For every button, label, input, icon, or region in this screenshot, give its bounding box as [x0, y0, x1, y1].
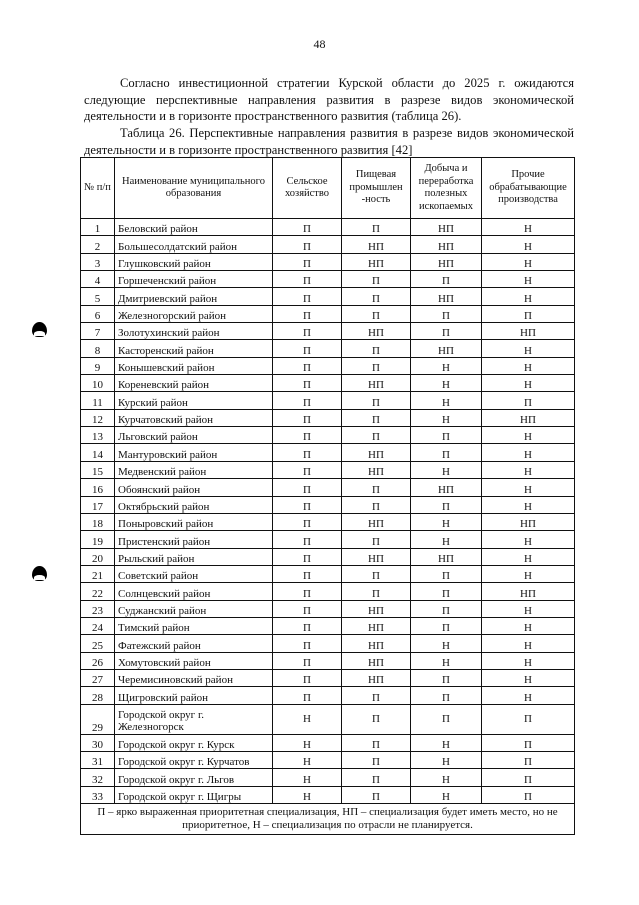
cell-mining: НП [411, 236, 482, 253]
cell-mining: П [411, 669, 482, 686]
cell-municipality-name: Кореневский район [115, 375, 273, 392]
cell-other-manufacturing: П [482, 704, 575, 734]
cell-mining: Н [411, 769, 482, 786]
cell-other-manufacturing: П [482, 305, 575, 322]
header-agriculture: Сельское хозяйство [273, 158, 342, 219]
page-number: 48 [313, 37, 326, 51]
cell-other-manufacturing: Н [482, 496, 575, 513]
cell-num: 25 [81, 635, 115, 652]
table-row [81, 531, 575, 548]
cell-municipality-name: Медвенский район [115, 461, 273, 478]
cell-food-industry: П [342, 531, 411, 548]
cell-municipality-name: Золотухинский район [115, 323, 273, 340]
table-caption: Таблица 26. Перспективные направления развития в разрезе видов экономической деятельности и в горизонте пространственного развития [42] [84, 126, 574, 157]
cell-municipality-name: Рыльский район [115, 548, 273, 565]
cell-municipality-name: Дмитриевский район [115, 288, 273, 305]
cell-num: 21 [81, 565, 115, 582]
table-row [81, 769, 575, 786]
cell-food-industry: П [342, 479, 411, 496]
cell-agriculture: П [273, 496, 342, 513]
cell-municipality-name: Беловский район [115, 219, 273, 236]
header-num: № п/п [81, 158, 115, 219]
table-row [81, 392, 575, 409]
cell-other-manufacturing: Н [482, 669, 575, 686]
cell-agriculture: П [273, 479, 342, 496]
cell-agriculture: П [273, 392, 342, 409]
intro-paragraph: Согласно инвестиционной стратегии Курской области до 2025 г. ожидаются следующие перспективные направления развития в разрезе видов экономической деятельности и в горизонте пространственного развития (таблица 26). [84, 76, 574, 123]
cell-agriculture: П [273, 288, 342, 305]
cell-food-industry: П [342, 565, 411, 582]
cell-mining: Н [411, 734, 482, 751]
table-row [81, 786, 575, 803]
cell-num: 10 [81, 375, 115, 392]
cell-mining: П [411, 704, 482, 734]
cell-other-manufacturing: Н [482, 288, 575, 305]
table-legend: П – ярко выраженная приоритетная специализация, НП – специализация будет иметь место, но не приоритетное, Н – специализация по отрасли не планируется. [81, 804, 575, 835]
cell-num: 23 [81, 600, 115, 617]
cell-mining: НП [411, 548, 482, 565]
cell-num: 13 [81, 427, 115, 444]
cell-num: 31 [81, 751, 115, 768]
header-food-industry: Пищевая промышлен -ность [342, 158, 411, 219]
cell-agriculture: П [273, 652, 342, 669]
cell-municipality-name: Городской округ г. Щигры [115, 786, 273, 803]
table-row [81, 288, 575, 305]
cell-mining: Н [411, 751, 482, 768]
cell-food-industry: НП [342, 635, 411, 652]
cell-agriculture: П [273, 635, 342, 652]
cell-mining: П [411, 565, 482, 582]
cell-num: 33 [81, 786, 115, 803]
cell-num: 29 [81, 704, 115, 734]
cell-food-industry: НП [342, 236, 411, 253]
cell-other-manufacturing: Н [482, 687, 575, 704]
cell-other-manufacturing: Н [482, 375, 575, 392]
cell-food-industry: НП [342, 548, 411, 565]
cell-other-manufacturing: Н [482, 271, 575, 288]
table-row [81, 253, 575, 270]
cell-other-manufacturing: Н [482, 444, 575, 461]
cell-num: 16 [81, 479, 115, 496]
cell-municipality-name: Курский район [115, 392, 273, 409]
table-row [81, 548, 575, 565]
cell-food-industry: П [342, 786, 411, 803]
cell-mining: Н [411, 531, 482, 548]
cell-agriculture: П [273, 340, 342, 357]
cell-other-manufacturing: Н [482, 219, 575, 236]
cell-num: 1 [81, 219, 115, 236]
cell-num: 26 [81, 652, 115, 669]
cell-num: 7 [81, 323, 115, 340]
cell-num: 32 [81, 769, 115, 786]
cell-agriculture: П [273, 219, 342, 236]
table-row [81, 444, 575, 461]
table-row [81, 583, 575, 600]
punch-hole-mark [32, 322, 47, 337]
cell-food-industry: П [342, 769, 411, 786]
cell-mining: Н [411, 786, 482, 803]
cell-other-manufacturing: Н [482, 548, 575, 565]
cell-other-manufacturing: Н [482, 652, 575, 669]
cell-food-industry: П [342, 219, 411, 236]
cell-mining: Н [411, 461, 482, 478]
cell-food-industry: НП [342, 617, 411, 634]
table-row [81, 751, 575, 768]
cell-other-manufacturing: НП [482, 583, 575, 600]
cell-agriculture: П [273, 375, 342, 392]
cell-municipality-name: Курчатовский район [115, 409, 273, 426]
cell-agriculture: П [273, 444, 342, 461]
table-row [81, 565, 575, 582]
table-row [81, 427, 575, 444]
cell-other-manufacturing: П [482, 734, 575, 751]
cell-agriculture: П [273, 687, 342, 704]
cell-municipality-name: Городской округ г. Железногорск [115, 704, 273, 734]
cell-mining: НП [411, 288, 482, 305]
cell-food-industry: П [342, 427, 411, 444]
cell-mining: Н [411, 392, 482, 409]
cell-agriculture: П [273, 617, 342, 634]
cell-food-industry: П [342, 409, 411, 426]
cell-num: 22 [81, 583, 115, 600]
cell-other-manufacturing: Н [482, 236, 575, 253]
cell-agriculture: П [273, 409, 342, 426]
cell-agriculture: П [273, 323, 342, 340]
cell-municipality-name: Советский район [115, 565, 273, 582]
cell-agriculture: П [273, 236, 342, 253]
cell-other-manufacturing: Н [482, 617, 575, 634]
cell-num: 11 [81, 392, 115, 409]
cell-other-manufacturing: Н [482, 427, 575, 444]
table-row [81, 496, 575, 513]
cell-other-manufacturing: Н [482, 635, 575, 652]
cell-food-industry: П [342, 357, 411, 374]
cell-other-manufacturing: П [482, 392, 575, 409]
cell-food-industry: НП [342, 652, 411, 669]
cell-agriculture: П [273, 531, 342, 548]
cell-num: 12 [81, 409, 115, 426]
table-row [81, 236, 575, 253]
cell-municipality-name: Мантуровский район [115, 444, 273, 461]
cell-mining: НП [411, 479, 482, 496]
cell-mining: Н [411, 375, 482, 392]
cell-mining: Н [411, 409, 482, 426]
cell-food-industry: НП [342, 444, 411, 461]
cell-num: 24 [81, 617, 115, 634]
table-row [81, 409, 575, 426]
cell-agriculture: П [273, 513, 342, 530]
cell-food-industry: П [342, 751, 411, 768]
cell-municipality-name: Конышевский район [115, 357, 273, 374]
cell-food-industry: П [342, 271, 411, 288]
cell-other-manufacturing: Н [482, 600, 575, 617]
cell-food-industry: П [342, 687, 411, 704]
cell-food-industry: НП [342, 600, 411, 617]
table-row [81, 734, 575, 751]
cell-other-manufacturing: Н [482, 357, 575, 374]
cell-municipality-name: Тимский район [115, 617, 273, 634]
cell-municipality-name: Льговский район [115, 427, 273, 444]
cell-other-manufacturing: П [482, 769, 575, 786]
cell-num: 9 [81, 357, 115, 374]
cell-num: 18 [81, 513, 115, 530]
table-row [81, 305, 575, 322]
cell-municipality-name: Касторенский район [115, 340, 273, 357]
cell-mining: П [411, 583, 482, 600]
cell-mining: П [411, 600, 482, 617]
cell-mining: П [411, 496, 482, 513]
cell-other-manufacturing: НП [482, 513, 575, 530]
cell-other-manufacturing: Н [482, 565, 575, 582]
cell-num: 28 [81, 687, 115, 704]
table-row [81, 357, 575, 374]
cell-municipality-name: Октябрьский район [115, 496, 273, 513]
table-row [81, 340, 575, 357]
table-row [81, 323, 575, 340]
cell-other-manufacturing: Н [482, 531, 575, 548]
cell-num: 2 [81, 236, 115, 253]
cell-mining: П [411, 444, 482, 461]
cell-agriculture: Н [273, 704, 342, 734]
cell-mining: П [411, 305, 482, 322]
cell-num: 17 [81, 496, 115, 513]
cell-municipality-name: Городской округ г. Льгов [115, 769, 273, 786]
cell-municipality-name: Черемисиновский район [115, 669, 273, 686]
cell-food-industry: П [342, 734, 411, 751]
cell-agriculture: Н [273, 734, 342, 751]
cell-num: 14 [81, 444, 115, 461]
cell-food-industry: НП [342, 253, 411, 270]
cell-food-industry: П [342, 704, 411, 734]
cell-num: 30 [81, 734, 115, 751]
cell-mining: Н [411, 635, 482, 652]
cell-food-industry: П [342, 496, 411, 513]
cell-num: 15 [81, 461, 115, 478]
cell-agriculture: П [273, 669, 342, 686]
cell-municipality-name: Щигровский район [115, 687, 273, 704]
header-mining: Добыча и переработка полезных ископаемых [411, 158, 482, 219]
cell-num: 6 [81, 305, 115, 322]
cell-mining: Н [411, 652, 482, 669]
cell-mining: НП [411, 253, 482, 270]
cell-agriculture: П [273, 600, 342, 617]
cell-municipality-name: Суджанский район [115, 600, 273, 617]
table-header-row [81, 158, 575, 219]
table-row [81, 617, 575, 634]
cell-mining: П [411, 271, 482, 288]
table-row [81, 652, 575, 669]
cell-municipality-name: Обоянский район [115, 479, 273, 496]
cell-mining: П [411, 323, 482, 340]
cell-food-industry: П [342, 305, 411, 322]
cell-agriculture: Н [273, 786, 342, 803]
cell-other-manufacturing: Н [482, 340, 575, 357]
cell-food-industry: НП [342, 461, 411, 478]
cell-agriculture: П [273, 357, 342, 374]
cell-agriculture: П [273, 461, 342, 478]
table-row [81, 635, 575, 652]
cell-num: 20 [81, 548, 115, 565]
table-body [81, 219, 575, 804]
table-row [81, 461, 575, 478]
cell-food-industry: НП [342, 669, 411, 686]
cell-agriculture: Н [273, 751, 342, 768]
cell-agriculture: П [273, 565, 342, 582]
cell-mining: Н [411, 357, 482, 374]
cell-food-industry: П [342, 583, 411, 600]
cell-agriculture: П [273, 305, 342, 322]
table-row [81, 687, 575, 704]
cell-num: 27 [81, 669, 115, 686]
cell-municipality-name: Городской округ г. Курчатов [115, 751, 273, 768]
cell-agriculture: П [273, 271, 342, 288]
specialization-table [80, 157, 575, 835]
cell-agriculture: П [273, 253, 342, 270]
cell-mining: Н [411, 513, 482, 530]
table-row [81, 669, 575, 686]
cell-other-manufacturing: Н [482, 461, 575, 478]
cell-mining: П [411, 687, 482, 704]
cell-agriculture: П [273, 548, 342, 565]
cell-municipality-name: Горшеченский район [115, 271, 273, 288]
cell-other-manufacturing: Н [482, 479, 575, 496]
cell-municipality-name: Пристенский район [115, 531, 273, 548]
header-other-manufacturing: Прочие обрабатывающие производства [482, 158, 575, 219]
cell-municipality-name: Поныровский район [115, 513, 273, 530]
cell-municipality-name: Глушковский район [115, 253, 273, 270]
cell-other-manufacturing: П [482, 786, 575, 803]
table-row [81, 513, 575, 530]
cell-num: 19 [81, 531, 115, 548]
cell-food-industry: П [342, 288, 411, 305]
cell-municipality-name: Солнцевский район [115, 583, 273, 600]
cell-municipality-name: Железногорский район [115, 305, 273, 322]
cell-municipality-name: Фатежский район [115, 635, 273, 652]
cell-other-manufacturing: НП [482, 323, 575, 340]
cell-num: 4 [81, 271, 115, 288]
cell-other-manufacturing: НП [482, 409, 575, 426]
cell-agriculture: П [273, 583, 342, 600]
table-row [81, 271, 575, 288]
cell-food-industry: П [342, 392, 411, 409]
table-row [81, 600, 575, 617]
cell-agriculture: Н [273, 769, 342, 786]
cell-municipality-name: Хомутовский район [115, 652, 273, 669]
cell-agriculture: П [273, 427, 342, 444]
table-row [81, 704, 575, 734]
table-row [81, 375, 575, 392]
table-row [81, 479, 575, 496]
cell-food-industry: НП [342, 323, 411, 340]
cell-food-industry: П [342, 340, 411, 357]
cell-other-manufacturing: Н [482, 253, 575, 270]
cell-mining: П [411, 427, 482, 444]
cell-municipality-name: Городской округ г. Курск [115, 734, 273, 751]
cell-other-manufacturing: П [482, 751, 575, 768]
table-row [81, 219, 575, 236]
cell-food-industry: НП [342, 513, 411, 530]
cell-mining: П [411, 617, 482, 634]
cell-mining: НП [411, 219, 482, 236]
cell-num: 3 [81, 253, 115, 270]
cell-num: 5 [81, 288, 115, 305]
punch-hole-mark [32, 566, 47, 581]
legend-row [81, 804, 575, 835]
header-name: Наименование муниципального образования [115, 158, 273, 219]
cell-mining: НП [411, 340, 482, 357]
cell-municipality-name: Большесолдатский район [115, 236, 273, 253]
cell-num: 8 [81, 340, 115, 357]
cell-food-industry: НП [342, 375, 411, 392]
